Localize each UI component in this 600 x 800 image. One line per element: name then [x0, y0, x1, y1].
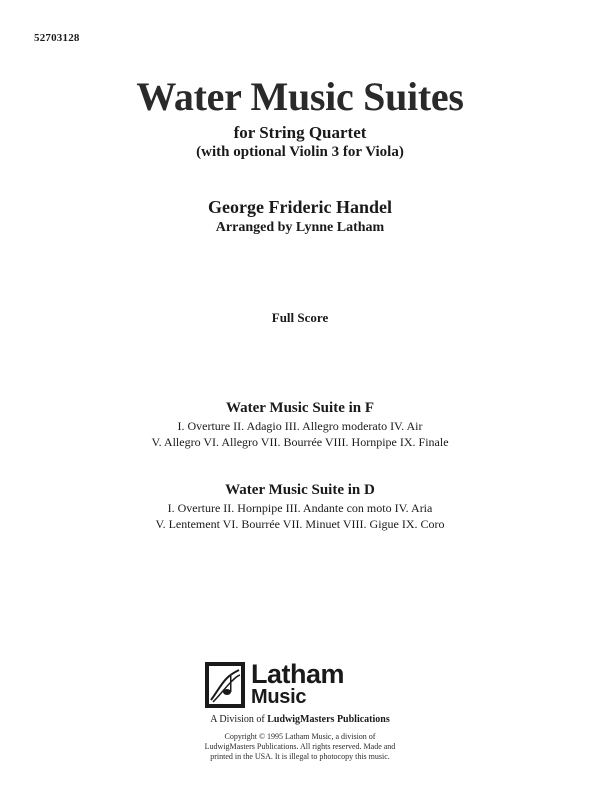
page-subtitle: for String Quartet: [233, 123, 367, 142]
logo-wordmark-music: Music: [251, 686, 307, 708]
publisher-logo: [205, 659, 395, 710]
movement-list-line: V. Lentement VI. Bourrée VII. Minuet VIII. Gigue IX. Coro: [155, 517, 445, 531]
suite-in-d: [0, 480, 600, 532]
logo-wordmark-latham: Latham: [251, 659, 345, 689]
credits-block: [0, 196, 600, 238]
division-line: [0, 714, 600, 725]
movement-list-line: I. Overture II. Adagio III. Allegro moderato IV. Air: [177, 419, 423, 433]
score-type: Full Score: [271, 310, 329, 325]
latham-music-logo-icon: [205, 662, 245, 708]
arranger-credit: Arranged by Lynne Latham: [215, 220, 385, 235]
composer-name: George Frideric Handel: [208, 197, 392, 217]
instrumentation-note: (with optional Violin 3 for Viola): [196, 144, 404, 160]
suite-in-f: [0, 398, 600, 450]
copyright-notice: Copyright © 1995 Latham Music, a division of LudwigMasters Publications. All rights reserved. Made and printed in the USA. It is illegal to photocopy this music.: [204, 732, 396, 761]
division-prefix: A Division of: [210, 714, 268, 725]
division-name: LudwigMasters Publications: [267, 714, 390, 725]
movement-list-line: I. Overture II. Hornpipe III. Andante con moto IV. Aria: [167, 501, 433, 515]
page-title: Water Music Suites: [136, 74, 464, 119]
catalog-number: 52703128: [34, 32, 80, 44]
suite-title: Water Music Suite in D: [225, 482, 375, 498]
title-block: [0, 74, 600, 162]
suite-title: Water Music Suite in F: [225, 400, 375, 416]
movement-list-line: V. Allegro VI. Allegro VII. Bourrée VIII. Hornpipe IX. Finale: [151, 435, 449, 449]
